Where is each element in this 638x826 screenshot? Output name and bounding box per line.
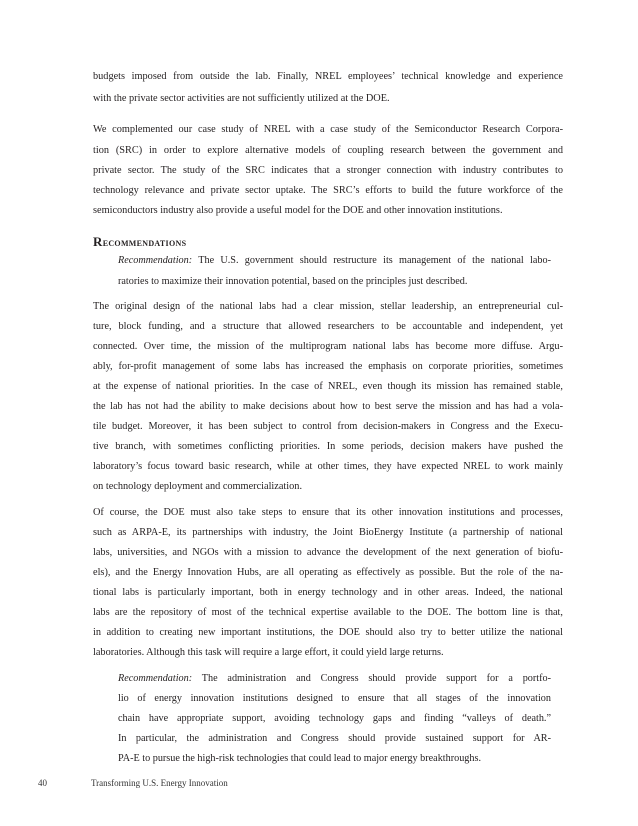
text-line: at the expense of national priorities. In the case of NREL, even though its mission has remained stable, bbox=[93, 381, 563, 392]
text-line: The original design of the national labs had a clear mission, stellar leadership, an entrepreneurial cul- bbox=[93, 301, 563, 312]
page-number: 40 bbox=[38, 778, 47, 788]
text-line: tional labs is particularly important, both in energy technology and in other areas. Indeed, the national bbox=[93, 587, 563, 598]
text-line: semiconductors industry also provide a useful model for the DOE and other innovation institutions. bbox=[93, 205, 503, 216]
text-line: budgets imposed from outside the lab. Finally, NREL employees’ technical knowledge and experience bbox=[93, 71, 563, 82]
text-line: private sector. The study of the SRC indicates that a stronger connection with industry contributes to bbox=[93, 165, 563, 176]
recommendation-line: chain have appropriate support, avoiding technology gaps and finding “valleys of death.” bbox=[118, 713, 551, 724]
text-line: with the private sector activities are not sufficiently utilized at the DOE. bbox=[93, 93, 390, 104]
section-heading: Recommendations bbox=[93, 234, 187, 249]
text-line: Of course, the DOE must also take steps to ensure that its other innovation institutions and processes, bbox=[93, 507, 563, 518]
text-line: tion (SRC) in order to explore alternative models of coupling research between the government and bbox=[93, 145, 563, 156]
text-line: the lab has not had the ability to make decisions about how to best serve the mission and has had a vola- bbox=[93, 401, 563, 412]
text-line: connected. Over time, the mission of the multiprogram national labs has become more diffuse. Argu- bbox=[93, 341, 563, 352]
text-line: in addition to creating new important institutions, the DOE should also try to better utilize the national bbox=[93, 627, 563, 638]
recommendation-line: lio of energy innovation institutions designed to ensure that all stages of the innovation bbox=[118, 693, 551, 704]
recommendation-line: Recommendation: The U.S. government should restructure its management of the national labo- bbox=[118, 255, 551, 266]
text-line: labs are the repository of most of the technical expertise available to the DOE. The bottom line is that, bbox=[93, 607, 563, 618]
text-line: ably, for-profit management of some labs has increased the emphasis on corporate priorities, sometimes bbox=[93, 361, 563, 372]
text-line: tive branch, with sometimes conflicting priorities. In some periods, decision makers have pushed the bbox=[93, 441, 563, 452]
text-line: such as ARPA-E, its partnerships with industry, the Joint BioEnergy Institute (a partnership of national bbox=[93, 527, 563, 538]
text-line: We complemented our case study of NREL with a case study of the Semiconductor Research Corpora- bbox=[93, 124, 563, 135]
text-line: els), and the Energy Innovation Hubs, are all operating as effectively as possible. But the role of the na- bbox=[93, 567, 563, 578]
text-line: laboratories. Although this task will require a large effort, it could yield large returns. bbox=[93, 647, 444, 658]
recommendation-line: In particular, the administration and Congress should provide sustained support for AR- bbox=[118, 733, 551, 744]
text-line: labs, universities, and NGOs with a mission to advance the development of the next generation of biofu- bbox=[93, 547, 563, 558]
text-line: technology relevance and private sector uptake. The SRC’s efforts to build the future workforce of the bbox=[93, 185, 563, 196]
recommendation-line: Recommendation: The administration and Congress should provide support for a portfo- bbox=[118, 673, 551, 684]
running-title: Transforming U.S. Energy Innovation bbox=[91, 778, 228, 788]
text-line: on technology deployment and commercialization. bbox=[93, 481, 303, 492]
recommendation-line: PA-E to pursue the high-risk technologies that could lead to major energy breakthroughs. bbox=[118, 753, 481, 764]
text-line: laboratory’s focus toward basic research, while at other times, they have expected NREL to work mainly bbox=[93, 461, 563, 472]
text-line: tile budget. Moreover, it has been subject to control from decision-makers in Congress and the Execu- bbox=[93, 421, 563, 432]
recommendation-line: ratories to maximize their innovation potential, based on the principles just described. bbox=[118, 276, 468, 287]
text-line: ture, block funding, and a structure that allowed researchers to be accountable and independent, yet bbox=[93, 321, 563, 332]
